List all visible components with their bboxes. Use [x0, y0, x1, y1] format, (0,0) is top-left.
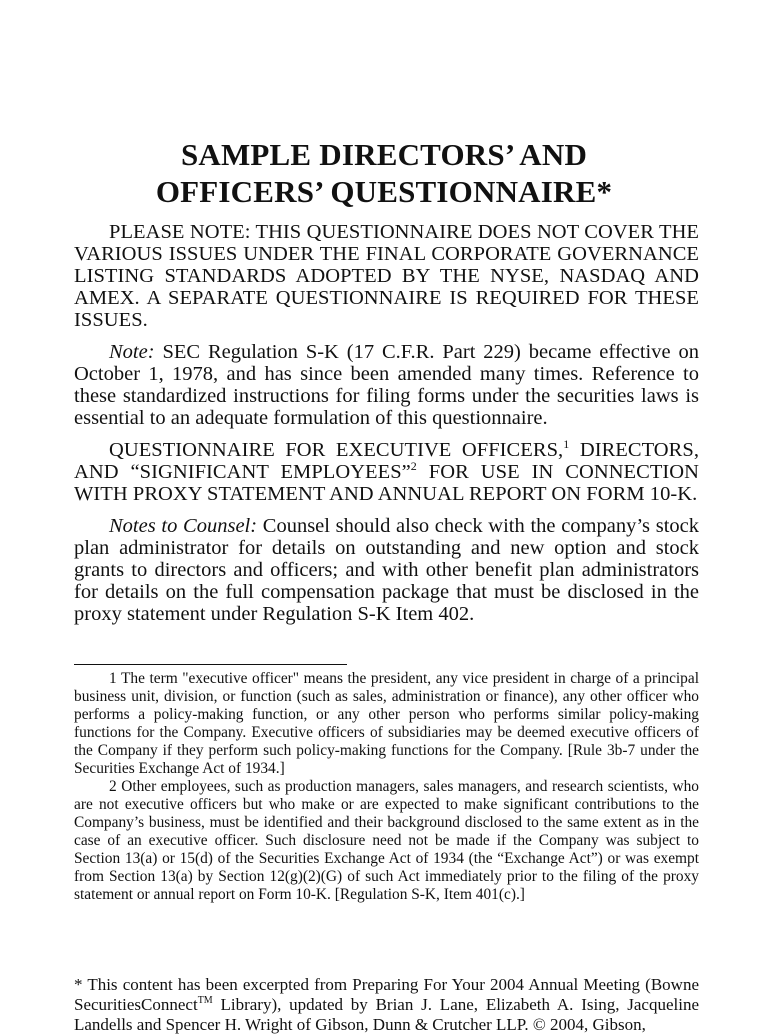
- credit-paragraph: [74, 975, 699, 1035]
- title-line-1: SAMPLE DIRECTORS’ AND: [180, 137, 588, 172]
- footnote-1: [74, 670, 699, 778]
- please-note-paragraph: PLEASE NOTE: THIS QUESTIONNAIRE DOES NOT COVER THE VARIOUS ISSUES UNDER THE FINAL CORPORATE GOVERNANCE LISTING STANDARDS ADOPTED BY THE NYSE, NASDAQ AND AMEX. A SEPARATE QUESTIONNAIRE IS REQUIRED FOR THESE ISSUES.: [74, 221, 699, 331]
- title-line-2: OFFICERS’ QUESTIONNAIRE*: [155, 174, 613, 209]
- body-text: [74, 221, 699, 635]
- footnote-ref-1: 1: [563, 437, 570, 451]
- note-text: SEC Regulation S-K (17 C.F.R. Part 229) became effective on October 1, 1978, and has since been amended many times. Reference to these standardized instructions for filing forms under the securities laws is essential to an adequate formulation of this questionnaire.: [74, 341, 699, 429]
- footnote-number: 1: [109, 670, 117, 687]
- credit-text-1: * This content has been excerpted from Preparing For Your 2004 Annual Meeting (Bowne SecuritiesConnect: [74, 975, 699, 1014]
- questionnaire-text-1: QUESTIONNAIRE FOR EXECUTIVE OFFICERS,: [109, 439, 564, 461]
- questionnaire-heading-paragraph: [74, 439, 699, 505]
- counsel-label: Notes to Counsel:: [109, 515, 258, 537]
- footnote-number: 2: [109, 778, 117, 795]
- footnotes: [74, 670, 699, 904]
- counsel-paragraph: [74, 515, 699, 625]
- questionnaire-text-3: FOR USE IN CONNECTION WITH PROXY STATEMENT AND ANNUAL REPORT ON FORM 10-K.: [74, 461, 699, 505]
- source-credit: [74, 975, 699, 1035]
- note-paragraph: [74, 341, 699, 429]
- credit-text-2: Library), updated by Brian J. Lane, Elizabeth A. Ising, Jacqueline Landells and Spencer H. Wright of Gibson, Dunn & Crutcher LLP. © 2004, Gibson,: [74, 995, 699, 1034]
- trademark-mark: TM: [197, 995, 213, 1006]
- page-title: [0, 136, 768, 210]
- note-label: Note:: [109, 341, 155, 363]
- footnote-text: Other employees, such as production managers, sales managers, and research scientists, who are not executive officers but who make or are expected to make significant contributions to the Company’s business, must be identified and their background disclosed to the same extent as in the case of an executive officer. Such disclosure need not be made if the Company was subject to Section 13(a) or 15(d) of the Securities Exchange Act of 1934 (the “Exchange Act”) or was exempt from Section 13(a) by Section 12(g)(2)(G) of such Act immediately prior to the filing of the proxy statement or annual report on Form 10-K. [Regulation S-K, Item 401(c).]: [74, 778, 699, 903]
- footnote-text: The term "executive officer" means the president, any vice president in charge of a principal business unit, division, or function (such as sales, administration or finance), any other officer who performs a policy-making function, or any other person who performs similar policy-making functions for the Company. Executive officers of subsidiaries may be deemed executive officers of the Company if they perform such policy-making functions for the Company. [Rule 3b-7 under the Securities Exchange Act of 1934.]: [74, 670, 699, 777]
- footnote-2: [74, 778, 699, 904]
- counsel-text: Counsel should also check with the company’s stock plan administrator for details on outstanding and new option and stock grants to directors and officers; and with other benefit plan administrators for details on the full compensation package that must be disclosed in the proxy statement under Regulation S-K Item 402.: [74, 515, 699, 625]
- footnote-divider: [74, 664, 347, 665]
- footnote-ref-2: 2: [410, 459, 417, 473]
- questionnaire-text-2: DIRECTORS, AND “SIGNIFICANT EMPLOYEES”: [74, 439, 699, 483]
